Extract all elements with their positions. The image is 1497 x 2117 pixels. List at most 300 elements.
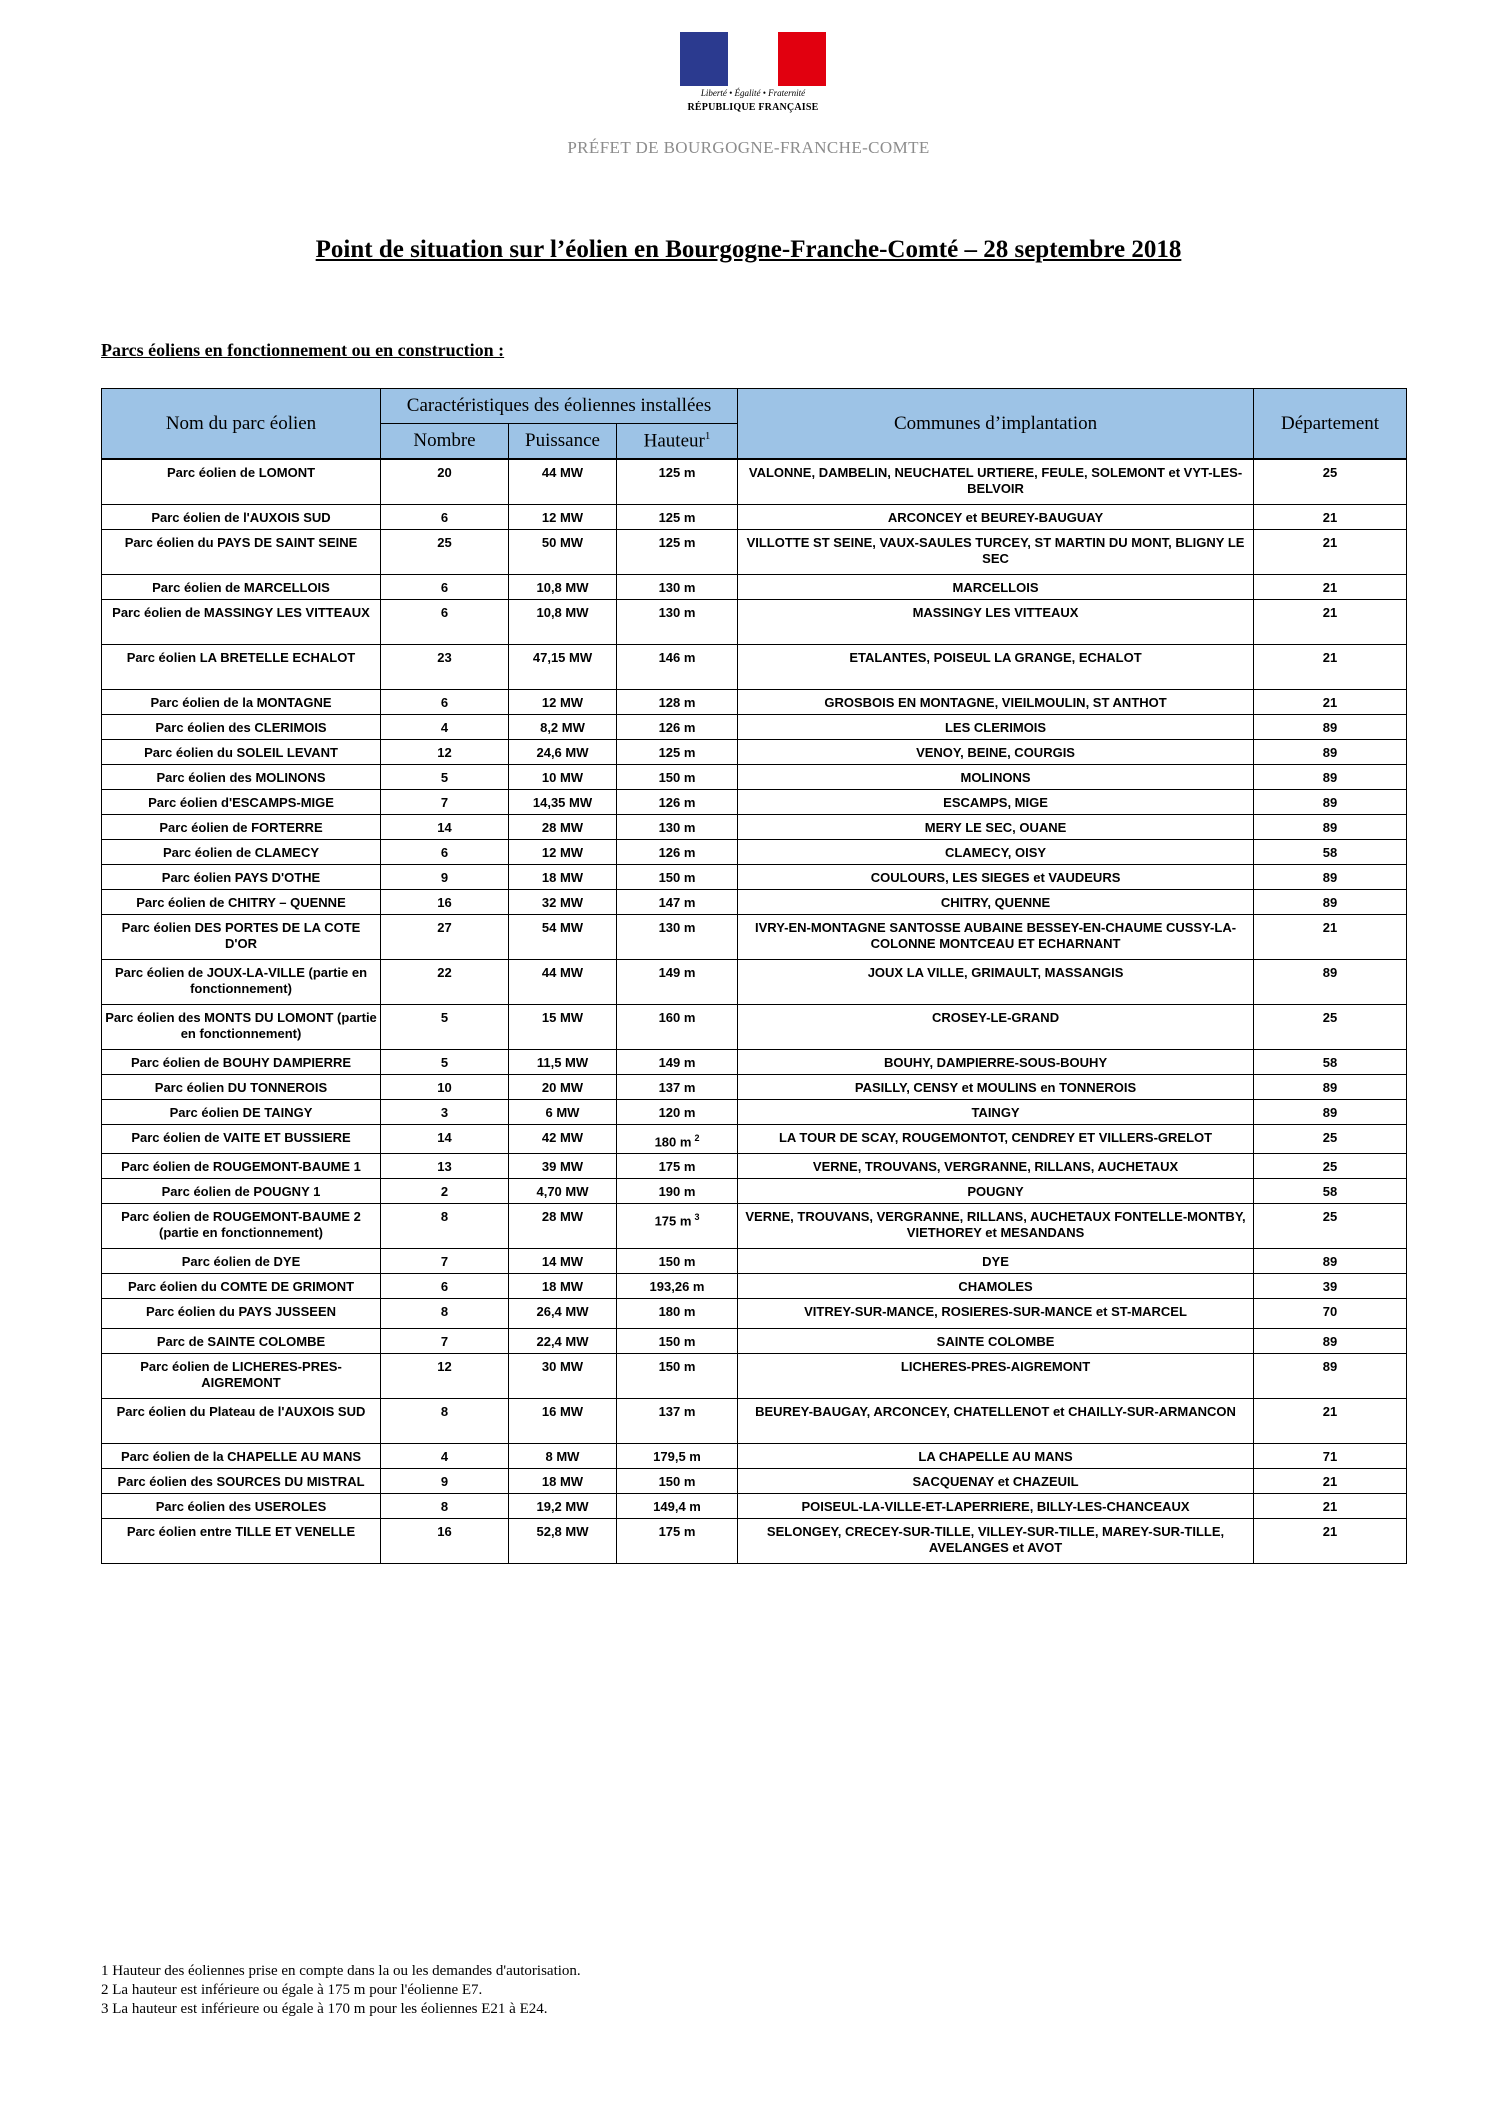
cell-name-text: Parc éolien DES PORTES DE LA COTE D'OR — [121, 920, 361, 951]
cell-departement-text: 58 — [1322, 845, 1338, 860]
cell-communes-text: MARCELLOIS — [952, 580, 1039, 595]
cell-name-text: Parc éolien de JOUX-LA-VILLE (partie en fonctionnement) — [114, 965, 368, 996]
cell-departement — [1254, 1179, 1407, 1204]
table-row — [102, 790, 1407, 815]
table-row — [102, 1075, 1407, 1100]
cell-puissance — [509, 815, 617, 840]
cell-communes — [738, 1075, 1254, 1100]
cell-name — [102, 1519, 381, 1564]
table-row — [102, 1399, 1407, 1444]
cell-puissance — [509, 575, 617, 600]
table-row — [102, 1154, 1407, 1179]
cell-puissance-text: 14 MW — [541, 1254, 584, 1270]
cell-nombre-text: 12 — [437, 1359, 452, 1375]
cell-communes — [738, 1299, 1254, 1329]
cell-communes-text: PASILLY, CENSY et MOULINS en TONNEROIS — [854, 1080, 1137, 1095]
cell-puissance — [509, 1469, 617, 1494]
cell-name — [102, 865, 381, 890]
cell-name-text: Parc éolien des MONTS DU LOMONT (partie en fonctionnement) — [105, 1010, 377, 1041]
cell-departement-text: 21 — [1322, 605, 1338, 620]
cell-communes — [738, 460, 1254, 505]
table-row — [102, 1100, 1407, 1125]
cell-name-text: Parc éolien du COMTE DE GRIMONT — [127, 1279, 355, 1295]
cell-departement — [1254, 1075, 1407, 1100]
cell-communes-text: MERY LE SEC, OUANE — [924, 820, 1067, 835]
cell-puissance — [509, 840, 617, 865]
cell-hauteur-text: 175 m — [654, 1213, 692, 1229]
cell-puissance — [509, 645, 617, 690]
cell-departement-text: 25 — [1322, 465, 1338, 480]
cell-communes-text: LA TOUR DE SCAY, ROUGEMONTOT, CENDREY ET VILLERS-GRELOT — [778, 1130, 1213, 1145]
table-row — [102, 1005, 1407, 1050]
cell-puissance-text: 22,4 MW — [536, 1334, 589, 1350]
cell-puissance — [509, 865, 617, 890]
cell-communes-text: SACQUENAY et CHAZEUIL — [912, 1474, 1079, 1490]
prefet-heading: PRÉFET DE BOURGOGNE-FRANCHE-COMTE — [567, 138, 930, 157]
cell-puissance — [509, 1005, 617, 1050]
cell-nombre — [381, 1204, 509, 1249]
cell-departement — [1254, 1204, 1407, 1249]
cell-name-text: Parc éolien de MARCELLOIS — [152, 580, 330, 595]
col-header-hauteur-label: Hauteur — [643, 430, 705, 452]
cell-communes — [738, 1125, 1254, 1154]
logo-republic: RÉPUBLIQUE FRANÇAISE — [687, 102, 819, 113]
cell-puissance — [509, 1494, 617, 1519]
cell-hauteur-text: 190 m — [658, 1184, 696, 1200]
cell-hauteur — [617, 1249, 738, 1274]
cell-name — [102, 1494, 381, 1519]
cell-nombre-text: 7 — [440, 795, 449, 810]
table-row — [102, 715, 1407, 740]
col-header-hauteur — [617, 424, 738, 459]
col-header-group: Caractéristiques des éoliennes installées — [381, 389, 738, 424]
cell-hauteur — [617, 1204, 738, 1249]
cell-communes-text: CLAMECY, OISY — [944, 845, 1047, 860]
cell-nombre — [381, 1399, 509, 1444]
cell-communes — [738, 1494, 1254, 1519]
cell-communes-text: VALONNE, DAMBELIN, NEUCHATEL URTIERE, FEULE, SOLEMONT et VYT-LES-BELVOIR — [748, 465, 1243, 496]
cell-communes — [738, 1154, 1254, 1179]
cell-puissance — [509, 1274, 617, 1299]
cell-puissance-text: 20 MW — [541, 1080, 584, 1095]
cell-nombre — [381, 790, 509, 815]
cell-communes-text: VITREY-SUR-MANCE, ROSIERES-SUR-MANCE et ST-MARCEL — [804, 1304, 1187, 1320]
cell-hauteur — [617, 1100, 738, 1125]
cell-name-text: Parc éolien de MASSINGY LES VITTEAUX — [112, 605, 370, 620]
cell-communes — [738, 1444, 1254, 1469]
cell-puissance — [509, 1125, 617, 1154]
cell-departement-text: 89 — [1322, 895, 1338, 910]
cell-name — [102, 460, 381, 505]
cell-nombre — [381, 1125, 509, 1154]
cell-name-text: Parc éolien de l'AUXOIS SUD — [151, 510, 331, 525]
cell-nombre-text: 14 — [437, 820, 452, 835]
cell-nombre — [381, 1519, 509, 1564]
cell-hauteur — [617, 1469, 738, 1494]
cell-departement — [1254, 960, 1407, 1005]
cell-departement — [1254, 1519, 1407, 1564]
cell-name — [102, 690, 381, 715]
cell-communes — [738, 1519, 1254, 1564]
cell-puissance-text: 4,70 MW — [536, 1184, 589, 1200]
cell-puissance — [509, 1329, 617, 1354]
col-header-communes: Communes d’implantation — [738, 389, 1254, 459]
cell-name — [102, 1154, 381, 1179]
cell-departement-text: 21 — [1322, 510, 1338, 525]
cell-puissance — [509, 1249, 617, 1274]
cell-hauteur — [617, 530, 738, 575]
table-row — [102, 690, 1407, 715]
cell-departement-text: 89 — [1322, 1080, 1338, 1095]
cell-name — [102, 575, 381, 600]
table-row — [102, 765, 1407, 790]
cell-hauteur — [617, 1354, 738, 1399]
cell-puissance-text: 15 MW — [541, 1010, 584, 1025]
cell-hauteur — [617, 765, 738, 790]
cell-hauteur-text: 130 m — [658, 820, 696, 835]
cell-puissance — [509, 1204, 617, 1249]
cell-nombre-text: 5 — [440, 770, 449, 785]
cell-puissance — [509, 1299, 617, 1329]
cell-hauteur — [617, 715, 738, 740]
cell-communes-text: BOUHY, DAMPIERRE-SOUS-BOUHY — [883, 1055, 1108, 1070]
table-row — [102, 1274, 1407, 1299]
cell-puissance — [509, 1100, 617, 1125]
cell-communes — [738, 690, 1254, 715]
cell-departement-text: 21 — [1322, 580, 1338, 595]
cell-hauteur-text: 150 m — [658, 870, 696, 885]
cell-name-text: Parc éolien des USEROLES — [155, 1499, 327, 1515]
cell-communes-text: MASSINGY LES VITTEAUX — [912, 605, 1079, 620]
cell-hauteur — [617, 1075, 738, 1100]
cell-name — [102, 1075, 381, 1100]
cell-nombre — [381, 1469, 509, 1494]
cell-hauteur-text: 150 m — [658, 1474, 696, 1490]
cell-departement-text: 25 — [1322, 1159, 1338, 1175]
cell-nombre — [381, 915, 509, 960]
cell-hauteur-text: 146 m — [658, 650, 696, 665]
cell-name — [102, 915, 381, 960]
table-row — [102, 960, 1407, 1005]
cell-hauteur — [617, 865, 738, 890]
table-row — [102, 1519, 1407, 1564]
col-header-departement: Département — [1254, 389, 1407, 459]
cell-communes-text: VERNE, TROUVANS, VERGRANNE, RILLANS, AUCHETAUX — [812, 1159, 1179, 1175]
cell-departement-text: 89 — [1322, 1359, 1338, 1375]
cell-hauteur — [617, 890, 738, 915]
cell-puissance-text: 54 MW — [541, 920, 584, 935]
cell-name — [102, 530, 381, 575]
cell-communes-text: POUGNY — [967, 1184, 1024, 1200]
cell-communes-text: JOUX LA VILLE, GRIMAULT, MASSANGIS — [867, 965, 1124, 980]
cell-hauteur-text: 180 m — [654, 1134, 692, 1150]
cell-puissance-text: 10 MW — [541, 770, 584, 785]
cell-nombre-text: 6 — [440, 1279, 449, 1295]
cell-puissance — [509, 505, 617, 530]
cell-nombre-text: 5 — [440, 1055, 449, 1070]
cell-nombre — [381, 840, 509, 865]
cell-departement — [1254, 890, 1407, 915]
cell-nombre-text: 14 — [437, 1130, 452, 1145]
table-row — [102, 1179, 1407, 1204]
cell-communes — [738, 1274, 1254, 1299]
cell-hauteur-text: 180 m — [658, 1304, 696, 1320]
footnote-1: 1 Hauteur des éoliennes prise en compte dans la ou les demandes d'autorisation. — [101, 1963, 581, 1979]
table-row — [102, 645, 1407, 690]
cell-puissance — [509, 1399, 617, 1444]
cell-hauteur-text: 125 m — [658, 745, 696, 760]
cell-hauteur-text: 126 m — [658, 720, 696, 735]
cell-name-text: Parc éolien de VAITE ET BUSSIERE — [131, 1130, 351, 1145]
cell-hauteur-text: 125 m — [658, 535, 696, 550]
cell-puissance-text: 28 MW — [541, 1209, 584, 1225]
cell-name — [102, 765, 381, 790]
cell-departement — [1254, 865, 1407, 890]
cell-departement-text: 89 — [1322, 820, 1338, 835]
cell-departement-text: 21 — [1322, 1404, 1338, 1420]
cell-hauteur — [617, 1274, 738, 1299]
cell-communes-text: COULOURS, LES SIEGES et VAUDEURS — [870, 870, 1121, 885]
cell-hauteur — [617, 1299, 738, 1329]
cell-departement — [1254, 1444, 1407, 1469]
cell-communes — [738, 505, 1254, 530]
cell-nombre — [381, 815, 509, 840]
cell-hauteur-text: 160 m — [658, 1010, 696, 1025]
table-row — [102, 1299, 1407, 1329]
cell-departement — [1254, 815, 1407, 840]
cell-name-text: Parc éolien du SOLEIL LEVANT — [144, 745, 338, 760]
cell-nombre — [381, 1274, 509, 1299]
cell-puissance — [509, 530, 617, 575]
section-title: Parcs éoliens en fonctionnement ou en construction : — [101, 340, 505, 360]
cell-departement-text: 25 — [1322, 1010, 1338, 1025]
cell-departement-text: 89 — [1322, 1334, 1338, 1350]
cell-nombre-text: 2 — [440, 1184, 449, 1200]
cell-puissance — [509, 1154, 617, 1179]
cell-hauteur — [617, 1494, 738, 1519]
cell-departement-text: 21 — [1322, 1499, 1338, 1515]
cell-communes-text: DYE — [982, 1254, 1009, 1270]
cell-communes — [738, 1354, 1254, 1399]
cell-departement — [1254, 1154, 1407, 1179]
cell-nombre-text: 8 — [440, 1209, 449, 1225]
cell-communes — [738, 530, 1254, 575]
cell-hauteur — [617, 690, 738, 715]
cell-departement — [1254, 645, 1407, 690]
wind-farms-table — [101, 388, 1407, 1564]
cell-nombre — [381, 690, 509, 715]
cell-puissance-text: 12 MW — [541, 695, 584, 710]
table-row — [102, 1469, 1407, 1494]
cell-puissance — [509, 460, 617, 505]
table-row — [102, 1204, 1407, 1249]
cell-hauteur — [617, 1444, 738, 1469]
cell-communes — [738, 840, 1254, 865]
table-row — [102, 1050, 1407, 1075]
cell-nombre — [381, 1154, 509, 1179]
cell-name-text: Parc éolien de CLAMECY — [162, 845, 320, 860]
cell-puissance — [509, 600, 617, 645]
cell-puissance — [509, 1354, 617, 1399]
cell-hauteur-text: 150 m — [658, 1359, 696, 1375]
cell-puissance-text: 16 MW — [541, 1404, 584, 1420]
cell-puissance-text: 44 MW — [541, 465, 584, 480]
col-header-nombre: Nombre — [381, 424, 509, 459]
cell-name — [102, 1399, 381, 1444]
table-row — [102, 1329, 1407, 1354]
table-row — [102, 740, 1407, 765]
cell-name — [102, 505, 381, 530]
cell-hauteur-text: 130 m — [658, 605, 696, 620]
cell-name-text: Parc éolien de BOUHY DAMPIERRE — [130, 1055, 352, 1070]
cell-hauteur — [617, 600, 738, 645]
cell-departement — [1254, 765, 1407, 790]
cell-hauteur-text: 150 m — [658, 770, 696, 785]
cell-name — [102, 600, 381, 645]
cell-communes-text: BEUREY-BAUGAY, ARCONCEY, CHATELLENOT et CHAILLY-SUR-ARMANCON — [755, 1404, 1236, 1420]
cell-hauteur-text: 137 m — [658, 1404, 696, 1420]
cell-departement — [1254, 1354, 1407, 1399]
logo-motto: Liberté • Égalité • Fraternité — [700, 88, 806, 98]
cell-departement-text: 21 — [1322, 650, 1338, 665]
cell-communes — [738, 575, 1254, 600]
cell-nombre-text: 7 — [440, 1254, 449, 1270]
cell-communes — [738, 765, 1254, 790]
cell-hauteur-text: 130 m — [658, 580, 696, 595]
cell-puissance-text: 42 MW — [541, 1130, 584, 1145]
cell-puissance-text: 18 MW — [541, 1279, 584, 1295]
cell-communes-text: ARCONCEY et BEUREY-BAUGUAY — [887, 510, 1104, 525]
cell-puissance-text: 18 MW — [541, 1474, 584, 1490]
cell-departement — [1254, 1005, 1407, 1050]
cell-communes-text: ETALANTES, POISEUL LA GRANGE, ECHALOT — [849, 650, 1142, 665]
col-header-hauteur-note: 1 — [704, 429, 711, 442]
cell-nombre-text: 12 — [437, 745, 452, 760]
cell-communes-text: SAINTE COLOMBE — [936, 1334, 1055, 1350]
cell-departement-text: 21 — [1322, 1524, 1338, 1540]
cell-departement-text: 21 — [1322, 535, 1338, 550]
cell-nombre — [381, 575, 509, 600]
cell-nombre — [381, 1354, 509, 1399]
cell-departement-text: 58 — [1322, 1055, 1338, 1070]
cell-departement — [1254, 460, 1407, 505]
cell-name-text: Parc éolien entre TILLE ET VENELLE — [126, 1524, 356, 1540]
cell-name — [102, 1050, 381, 1075]
cell-puissance-text: 11,5 MW — [536, 1055, 589, 1070]
cell-departement — [1254, 740, 1407, 765]
cell-departement — [1254, 715, 1407, 740]
table-row — [102, 1249, 1407, 1274]
cell-hauteur — [617, 1050, 738, 1075]
cell-name — [102, 1005, 381, 1050]
cell-hauteur-text: 150 m — [658, 1334, 696, 1350]
cell-nombre — [381, 645, 509, 690]
cell-nombre-text: 13 — [437, 1159, 452, 1175]
cell-departement-text: 21 — [1322, 695, 1338, 710]
cell-puissance-text: 26,4 MW — [536, 1304, 589, 1320]
footnotes — [101, 1962, 581, 2019]
cell-name-text: Parc éolien de ROUGEMONT-BAUME 2 (partie en fonctionnement) — [121, 1209, 361, 1241]
cell-puissance-text: 19,2 MW — [536, 1499, 589, 1515]
cell-puissance-text: 50 MW — [541, 535, 584, 550]
cell-nombre-text: 25 — [437, 535, 452, 550]
cell-communes — [738, 715, 1254, 740]
cell-departement — [1254, 1494, 1407, 1519]
cell-name-text: Parc de SAINTE COLOMBE — [156, 1334, 326, 1350]
cell-puissance-text: 47,15 MW — [532, 650, 593, 665]
cell-nombre — [381, 960, 509, 1005]
cell-departement — [1254, 575, 1407, 600]
cell-hauteur-text: 150 m — [658, 1254, 696, 1270]
cell-nombre — [381, 460, 509, 505]
table-row — [102, 1444, 1407, 1469]
cell-name — [102, 1299, 381, 1329]
cell-nombre-text: 20 — [437, 465, 452, 480]
cell-puissance-text: 10,8 MW — [536, 580, 589, 595]
cell-communes — [738, 790, 1254, 815]
cell-nombre-text: 23 — [437, 650, 452, 665]
cell-puissance-text: 10,8 MW — [536, 605, 589, 620]
cell-communes-text: VILLOTTE ST SEINE, VAUX-SAULES TURCEY, ST MARTIN DU MONT, BLIGNY LE SEC — [746, 535, 1245, 566]
cell-nombre-text: 6 — [440, 510, 449, 525]
cell-communes — [738, 1329, 1254, 1354]
cell-departement-text: 25 — [1322, 1130, 1338, 1145]
cell-nombre — [381, 865, 509, 890]
cell-departement — [1254, 690, 1407, 715]
cell-communes-text: VERNE, TROUVANS, VERGRANNE, RILLANS, AUCHETAUX FONTELLE-MONTBY, VIETHOREY et MESANDANS — [745, 1209, 1246, 1241]
cell-nombre — [381, 1075, 509, 1100]
cell-departement-text: 89 — [1322, 770, 1338, 785]
cell-hauteur — [617, 1399, 738, 1444]
cell-nombre — [381, 1050, 509, 1075]
cell-name — [102, 1469, 381, 1494]
cell-name-text: Parc éolien du PAYS DE SAINT SEINE — [124, 535, 358, 550]
cell-hauteur — [617, 790, 738, 815]
cell-name — [102, 815, 381, 840]
cell-name — [102, 1274, 381, 1299]
cell-name-text: Parc éolien de la CHAPELLE AU MANS — [120, 1449, 362, 1465]
cell-hauteur — [617, 575, 738, 600]
cell-nombre — [381, 1329, 509, 1354]
cell-nombre-text: 8 — [440, 1499, 449, 1515]
cell-communes-text: LICHERES-PRES-AIGREMONT — [900, 1359, 1091, 1375]
cell-hauteur-text: 147 m — [658, 895, 696, 910]
cell-puissance — [509, 1050, 617, 1075]
cell-name-text: Parc éolien LA BRETELLE ECHALOT — [126, 650, 356, 665]
cell-name — [102, 1354, 381, 1399]
cell-departement-text: 89 — [1322, 1105, 1338, 1120]
cell-communes — [738, 960, 1254, 1005]
cell-hauteur-text: 149 m — [658, 965, 696, 980]
cell-hauteur — [617, 505, 738, 530]
footnote-2: 2 La hauteur est inférieure ou égale à 175 m pour l'éolienne E7. — [101, 1982, 483, 1998]
cell-name — [102, 740, 381, 765]
cell-name-text: Parc éolien de DYE — [181, 1254, 301, 1270]
cell-departement-text: 89 — [1322, 870, 1338, 885]
cell-nombre — [381, 505, 509, 530]
cell-name — [102, 960, 381, 1005]
cell-name — [102, 1329, 381, 1354]
cell-departement — [1254, 1399, 1407, 1444]
cell-departement-text: 21 — [1322, 920, 1338, 935]
cell-hauteur-text: 137 m — [658, 1080, 696, 1095]
cell-hauteur-text: 149,4 m — [653, 1499, 701, 1515]
cell-name — [102, 715, 381, 740]
cell-name — [102, 1204, 381, 1249]
cell-nombre — [381, 1249, 509, 1274]
cell-departement — [1254, 1329, 1407, 1354]
cell-hauteur-note: 3 — [694, 1212, 700, 1223]
